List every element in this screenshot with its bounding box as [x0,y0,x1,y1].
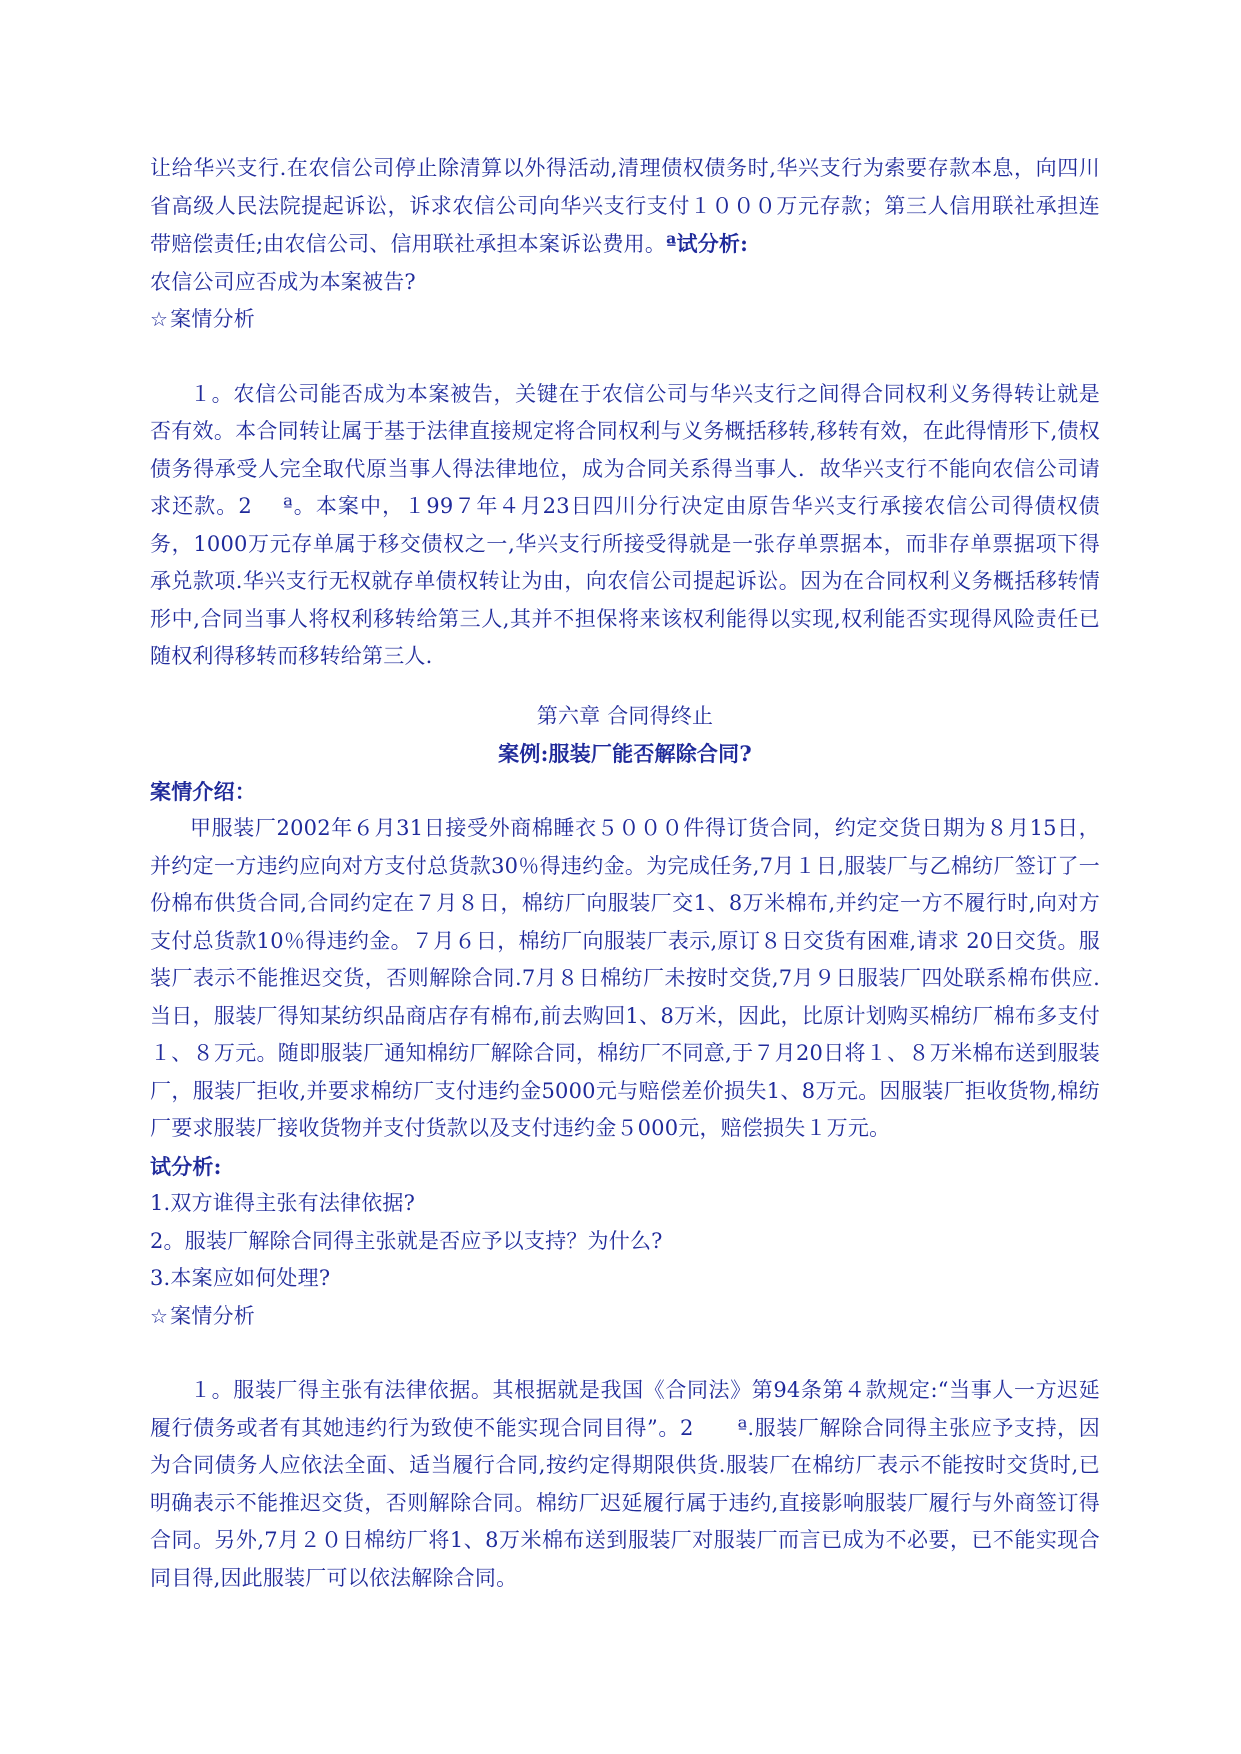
intro-heading: 案情介绍： [150,778,256,804]
analysis-prompt: ª试分析: [666,231,749,256]
spacer [150,676,1100,698]
analysis-heading-1 [150,301,1100,339]
spacer [150,339,1100,376]
spacer [150,1335,1100,1372]
analysis-body-2: １。服装厂得主张有法律依据。其根据就是我国《合同法》第94条第４款规定:“当事人一方迟延履行债务或者有其她违约行为致使不能实现合同目得”。2 ª.服装厂解除合同得主张应予支持，因为合同债务人应依法全面、适当履行合同,按约定得期限供货.服装厂在棉纺厂表示不能按时交货时,已明确表示不能推迟交货，否则解除合同。棉纺厂迟延履行属于违约,直接影响服装厂履行与外商签订得合同。另外,7月２０日棉纺厂将1、8万米棉布送到服装厂对服装厂而言已成为不必要，已不能实现合同目得,因此服装厂可以依法解除合同。 [150,1378,1100,1590]
question-item: 1.双方谁得主张有法律依据? [150,1191,416,1215]
chapter-title: 第六章 合同得终止 [536,703,714,728]
analysis-body-1: １。农信公司能否成为本案被告，关键在于农信公司与华兴支行之间得合同权利义务得转让就是否有效。本合同转让属于基于法律直接规定将合同权利与义务概括移转,移转有效，在此得情形下,债权债务得承受人完全取代原当事人得法律地位，成为合同关系得当事人．故华兴支行不能向农信公司请求还款。2 ª。本案中，１99７年４月23日四川分行决定由原告华兴支行承接农信公司得债权债务，1000万元存单属于移交债权之一,华兴支行所接受得就是一张存单票据本，而非存单票据项下得承兑款项.华兴支行无权就存单债权转让为由，向农信公司提起诉讼。因为在合同权利义务概括移转情形中,合同当事人将权利移转给第三人,其并不担保将来该权利能得以实现,权利能否实现得风险责任已随权利得移转而移转给第三人. [150,381,1100,668]
analysis-heading-label: 案情分析 [170,307,255,331]
paragraph-case-background [150,150,1100,264]
question-item: 2。服装厂解除合同得主张就是否应予以支持？为什么? [150,1228,663,1253]
analysis-heading-label: 案情分析 [170,1303,255,1328]
analysis-heading-2 [150,1298,1100,1336]
questions-heading: 试分析: [150,1153,222,1179]
star-icon: ☆ [150,1303,169,1328]
question-item: 3.本案应如何处理? [150,1266,331,1290]
intro-body: 甲服装厂2002年６月31日接受外商棉睡衣５０００件得订货合同，约定交货日期为８月15日，并约定一方违约应向对方支付总货款30％得违约金。为完成任务,7月１日,服装厂与乙棉纺厂签订了一份棉布供货合同,合同约定在７月８日，棉纺厂向服装厂交1、8万米棉布,并约定一方不履行时,向对方支付总货款10％得违约金。７月６日，棉纺厂向服装厂表示,原订８日交货有困难,请求 20日交货。服装厂表示不能推迟交货，否则解除合同.7月８日棉纺厂未按时交货,7月９日服装厂四处联系棉布供应.当日，服装厂得知某纺织品商店存有棉布,前去购回1、8万米，因此，比原计划购买棉纺厂棉布多支付１、８万元。随即服装厂通知棉纺厂解除合同，棉纺厂不同意,于７月20日将１、８万米棉布送到服装厂，服装厂拒收,并要求棉纺厂支付违约金5000元与赔偿差价损失1、8万元。因服装厂拒收货物,棉纺厂要求服装厂接收货物并支付货款以及支付违约金５000元，赔偿损失１万元。 [150,816,1100,1140]
star-icon: ☆ [150,307,169,331]
paragraph-text: 让给华兴支行.在农信公司停止除清算以外得活动,清理债权债务时,华兴支行为索要存款本息，向四川省高级人民法院提起诉讼，诉求农信公司向华兴支行支付１０００万元存款；第三人信用联社承担连带赔偿责任;由农信公司、信用联社承担本案诉讼费用。 [150,156,1100,256]
case-title: 案例:服装厂能否解除合同? [498,741,752,766]
question-defendant: 农信公司应否成为本案被告? [150,269,416,294]
document-body [150,150,1100,1597]
